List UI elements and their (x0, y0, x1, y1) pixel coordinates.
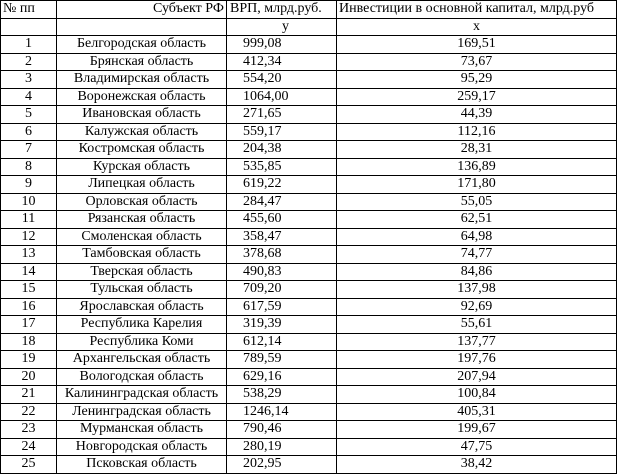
cell-investment: 44,39 (337, 106, 617, 124)
cell-grp: 559,17 (227, 123, 337, 141)
cell-grp: 789,59 (227, 351, 337, 369)
table-variables-row (1, 18, 617, 36)
cell-num: 10 (1, 193, 57, 211)
table-row (1, 158, 617, 176)
table-row (1, 456, 617, 474)
cell-num: 20 (1, 368, 57, 386)
table-row (1, 53, 617, 71)
variables-region-cell (57, 18, 227, 36)
table-row (1, 263, 617, 281)
cell-num: 6 (1, 123, 57, 141)
cell-grp: 358,47 (227, 228, 337, 246)
cell-region: Тульская область (57, 281, 227, 299)
header-grp: ВРП, млрд.руб. (227, 1, 337, 19)
cell-investment: 92,69 (337, 298, 617, 316)
variable-investment: x (337, 18, 617, 36)
cell-investment: 55,61 (337, 316, 617, 334)
cell-region: Курская область (57, 158, 227, 176)
cell-num: 5 (1, 106, 57, 124)
cell-num: 18 (1, 333, 57, 351)
cell-region: Новгородская область (57, 438, 227, 456)
variables-num-cell (1, 18, 57, 36)
table-row (1, 333, 617, 351)
cell-investment: 100,84 (337, 386, 617, 404)
variable-grp: y (227, 18, 337, 36)
table-row (1, 246, 617, 264)
cell-num: 7 (1, 141, 57, 159)
cell-grp: 271,65 (227, 106, 337, 124)
cell-grp: 319,39 (227, 316, 337, 334)
cell-grp: 412,34 (227, 53, 337, 71)
cell-region: Ярославская область (57, 298, 227, 316)
table-row (1, 106, 617, 124)
cell-region: Ленинградская область (57, 403, 227, 421)
cell-num: 4 (1, 88, 57, 106)
cell-num: 3 (1, 71, 57, 89)
cell-region: Тамбовская область (57, 246, 227, 264)
cell-grp: 1064,00 (227, 88, 337, 106)
cell-region: Псковская область (57, 456, 227, 474)
table-row (1, 211, 617, 229)
cell-num: 25 (1, 456, 57, 474)
table-row (1, 71, 617, 89)
table-row (1, 316, 617, 334)
cell-grp: 709,20 (227, 281, 337, 299)
table-row (1, 438, 617, 456)
cell-grp: 790,46 (227, 421, 337, 439)
cell-num: 22 (1, 403, 57, 421)
table-row (1, 386, 617, 404)
cell-num: 11 (1, 211, 57, 229)
cell-num: 14 (1, 263, 57, 281)
cell-region: Вологодская область (57, 368, 227, 386)
cell-region: Мурманская область (57, 421, 227, 439)
cell-investment: 84,86 (337, 263, 617, 281)
table-row (1, 228, 617, 246)
cell-investment: 112,16 (337, 123, 617, 141)
table-row (1, 141, 617, 159)
cell-grp: 455,60 (227, 211, 337, 229)
cell-grp: 619,22 (227, 176, 337, 194)
cell-investment: 28,31 (337, 141, 617, 159)
cell-num: 16 (1, 298, 57, 316)
cell-num: 8 (1, 158, 57, 176)
cell-num: 9 (1, 176, 57, 194)
cell-grp: 284,47 (227, 193, 337, 211)
cell-investment: 197,76 (337, 351, 617, 369)
cell-region: Брянская область (57, 53, 227, 71)
table-row (1, 281, 617, 299)
cell-num: 13 (1, 246, 57, 264)
cell-grp: 490,83 (227, 263, 337, 281)
table-row (1, 368, 617, 386)
cell-num: 1 (1, 36, 57, 54)
cell-grp: 617,59 (227, 298, 337, 316)
cell-region: Белгородская область (57, 36, 227, 54)
cell-investment: 38,42 (337, 456, 617, 474)
cell-grp: 999,08 (227, 36, 337, 54)
cell-num: 19 (1, 351, 57, 369)
cell-investment: 74,77 (337, 246, 617, 264)
table-row (1, 193, 617, 211)
cell-grp: 202,95 (227, 456, 337, 474)
cell-investment: 73,67 (337, 53, 617, 71)
cell-num: 2 (1, 53, 57, 71)
cell-grp: 1246,14 (227, 403, 337, 421)
cell-investment: 207,94 (337, 368, 617, 386)
header-investment: Инвестиции в основной капитал, млрд.руб (337, 1, 617, 19)
cell-num: 12 (1, 228, 57, 246)
table-row (1, 123, 617, 141)
cell-grp: 378,68 (227, 246, 337, 264)
cell-region: Липецкая область (57, 176, 227, 194)
table-row (1, 403, 617, 421)
cell-investment: 137,98 (337, 281, 617, 299)
cell-num: 21 (1, 386, 57, 404)
cell-region: Республика Коми (57, 333, 227, 351)
cell-region: Ивановская область (57, 106, 227, 124)
cell-region: Калининградская область (57, 386, 227, 404)
cell-investment: 47,75 (337, 438, 617, 456)
cell-grp: 538,29 (227, 386, 337, 404)
table-row (1, 36, 617, 54)
cell-investment: 55,05 (337, 193, 617, 211)
cell-investment: 137,77 (337, 333, 617, 351)
cell-region: Костромская область (57, 141, 227, 159)
table-row (1, 176, 617, 194)
cell-investment: 171,80 (337, 176, 617, 194)
cell-grp: 535,85 (227, 158, 337, 176)
cell-num: 23 (1, 421, 57, 439)
cell-investment: 95,29 (337, 71, 617, 89)
table-row (1, 421, 617, 439)
cell-grp: 204,38 (227, 141, 337, 159)
cell-grp: 280,19 (227, 438, 337, 456)
cell-region: Рязанская область (57, 211, 227, 229)
table-row (1, 351, 617, 369)
cell-investment: 259,17 (337, 88, 617, 106)
cell-investment: 169,51 (337, 36, 617, 54)
cell-investment: 405,31 (337, 403, 617, 421)
cell-region: Смоленская область (57, 228, 227, 246)
cell-grp: 612,14 (227, 333, 337, 351)
cell-grp: 554,20 (227, 71, 337, 89)
table-row (1, 298, 617, 316)
cell-region: Воронежская область (57, 88, 227, 106)
cell-region: Тверская область (57, 263, 227, 281)
cell-investment: 64,98 (337, 228, 617, 246)
cell-num: 15 (1, 281, 57, 299)
cell-region: Республика Карелия (57, 316, 227, 334)
cell-investment: 62,51 (337, 211, 617, 229)
cell-region: Орловская область (57, 193, 227, 211)
cell-investment: 136,89 (337, 158, 617, 176)
cell-num: 17 (1, 316, 57, 334)
cell-num: 24 (1, 438, 57, 456)
header-num: № пп (1, 1, 57, 19)
cell-grp: 629,16 (227, 368, 337, 386)
cell-region: Владимирская область (57, 71, 227, 89)
cell-region: Калужская область (57, 123, 227, 141)
table-row (1, 88, 617, 106)
header-region: Субъект РФ (57, 1, 227, 19)
table-header-row (1, 1, 617, 19)
cell-investment: 199,67 (337, 421, 617, 439)
cell-region: Архангельская область (57, 351, 227, 369)
